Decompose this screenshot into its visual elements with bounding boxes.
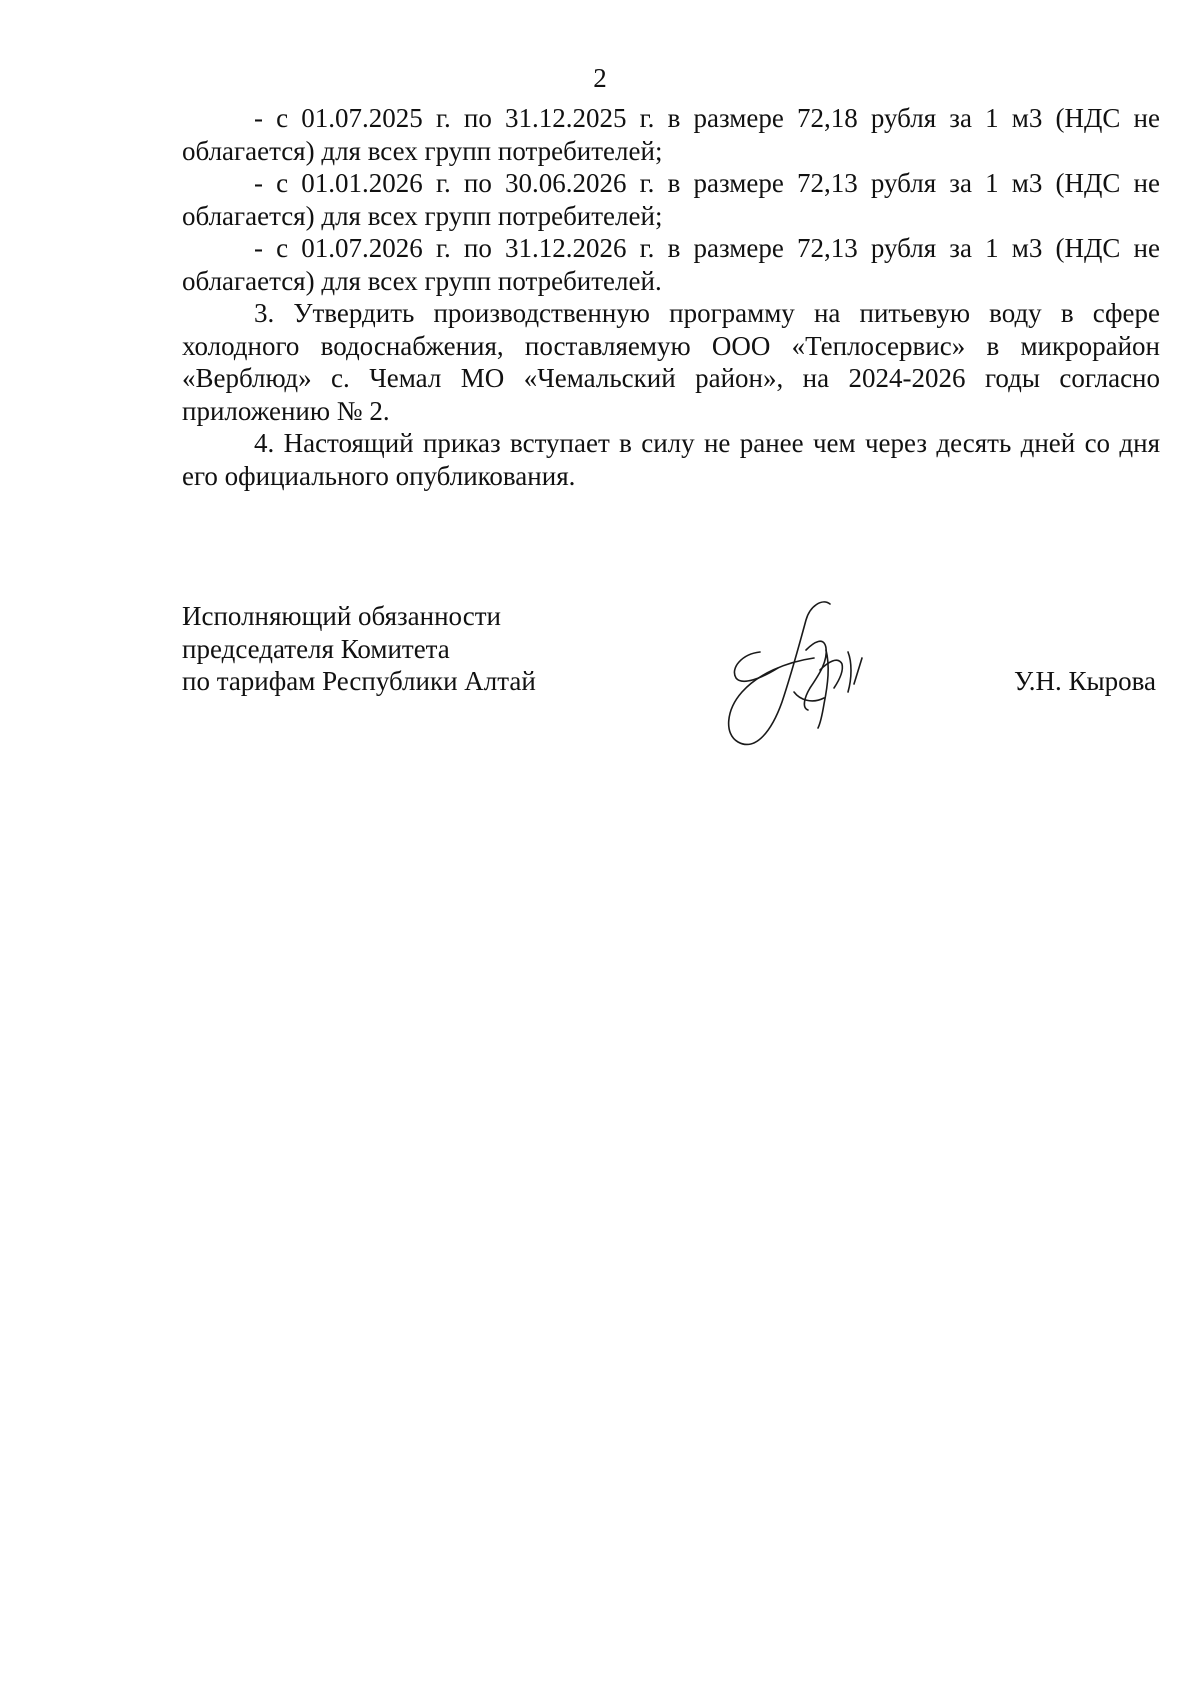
clause-4-effective-date: 4. Настоящий приказ вступает в силу не ранее чем через десять дней со дня его официального опубликования.	[182, 428, 1160, 491]
signer-position-line: по тарифам Республики Алтай	[182, 666, 536, 696]
signer-name: У.Н. Кырова	[1014, 666, 1156, 696]
tariff-period-2026-h1: - с 01.01.2026 г. по 30.06.2026 г. в размере 72,13 рубля за 1 м3 (НДС не облагается) для всех групп потребителей;	[182, 168, 1160, 231]
document-body	[182, 102, 1160, 492]
signer-position-line: председателя Комитета	[182, 633, 450, 664]
signer-position	[182, 600, 602, 698]
signer-position-line: Исполняющий обязанности	[182, 601, 501, 631]
page-number: 2	[593, 63, 607, 93]
clause-3-production-program: 3. Утвердить производственную программу на питьевую воду в сфере холодного водоснабжения, поставляемую ООО «Теплосервис» в микрорайон «Верблюд» с. Чемал МО «Чемальский район», на 2024-2026 годы согласно приложению № 2.	[182, 298, 1160, 426]
handwritten-signature-icon	[702, 592, 882, 762]
tariff-period-2026-h2: - с 01.07.2026 г. по 31.12.2026 г. в размере 72,13 рубля за 1 м3 (НДС не облагается) для всех групп потребителей.	[182, 233, 1160, 296]
signature-block	[182, 600, 1160, 770]
tariff-period-2025-h2: - с 01.07.2025 г. по 31.12.2025 г. в размере 72,18 рубля за 1 м3 (НДС не облагается) для всех групп потребителей;	[182, 103, 1160, 166]
